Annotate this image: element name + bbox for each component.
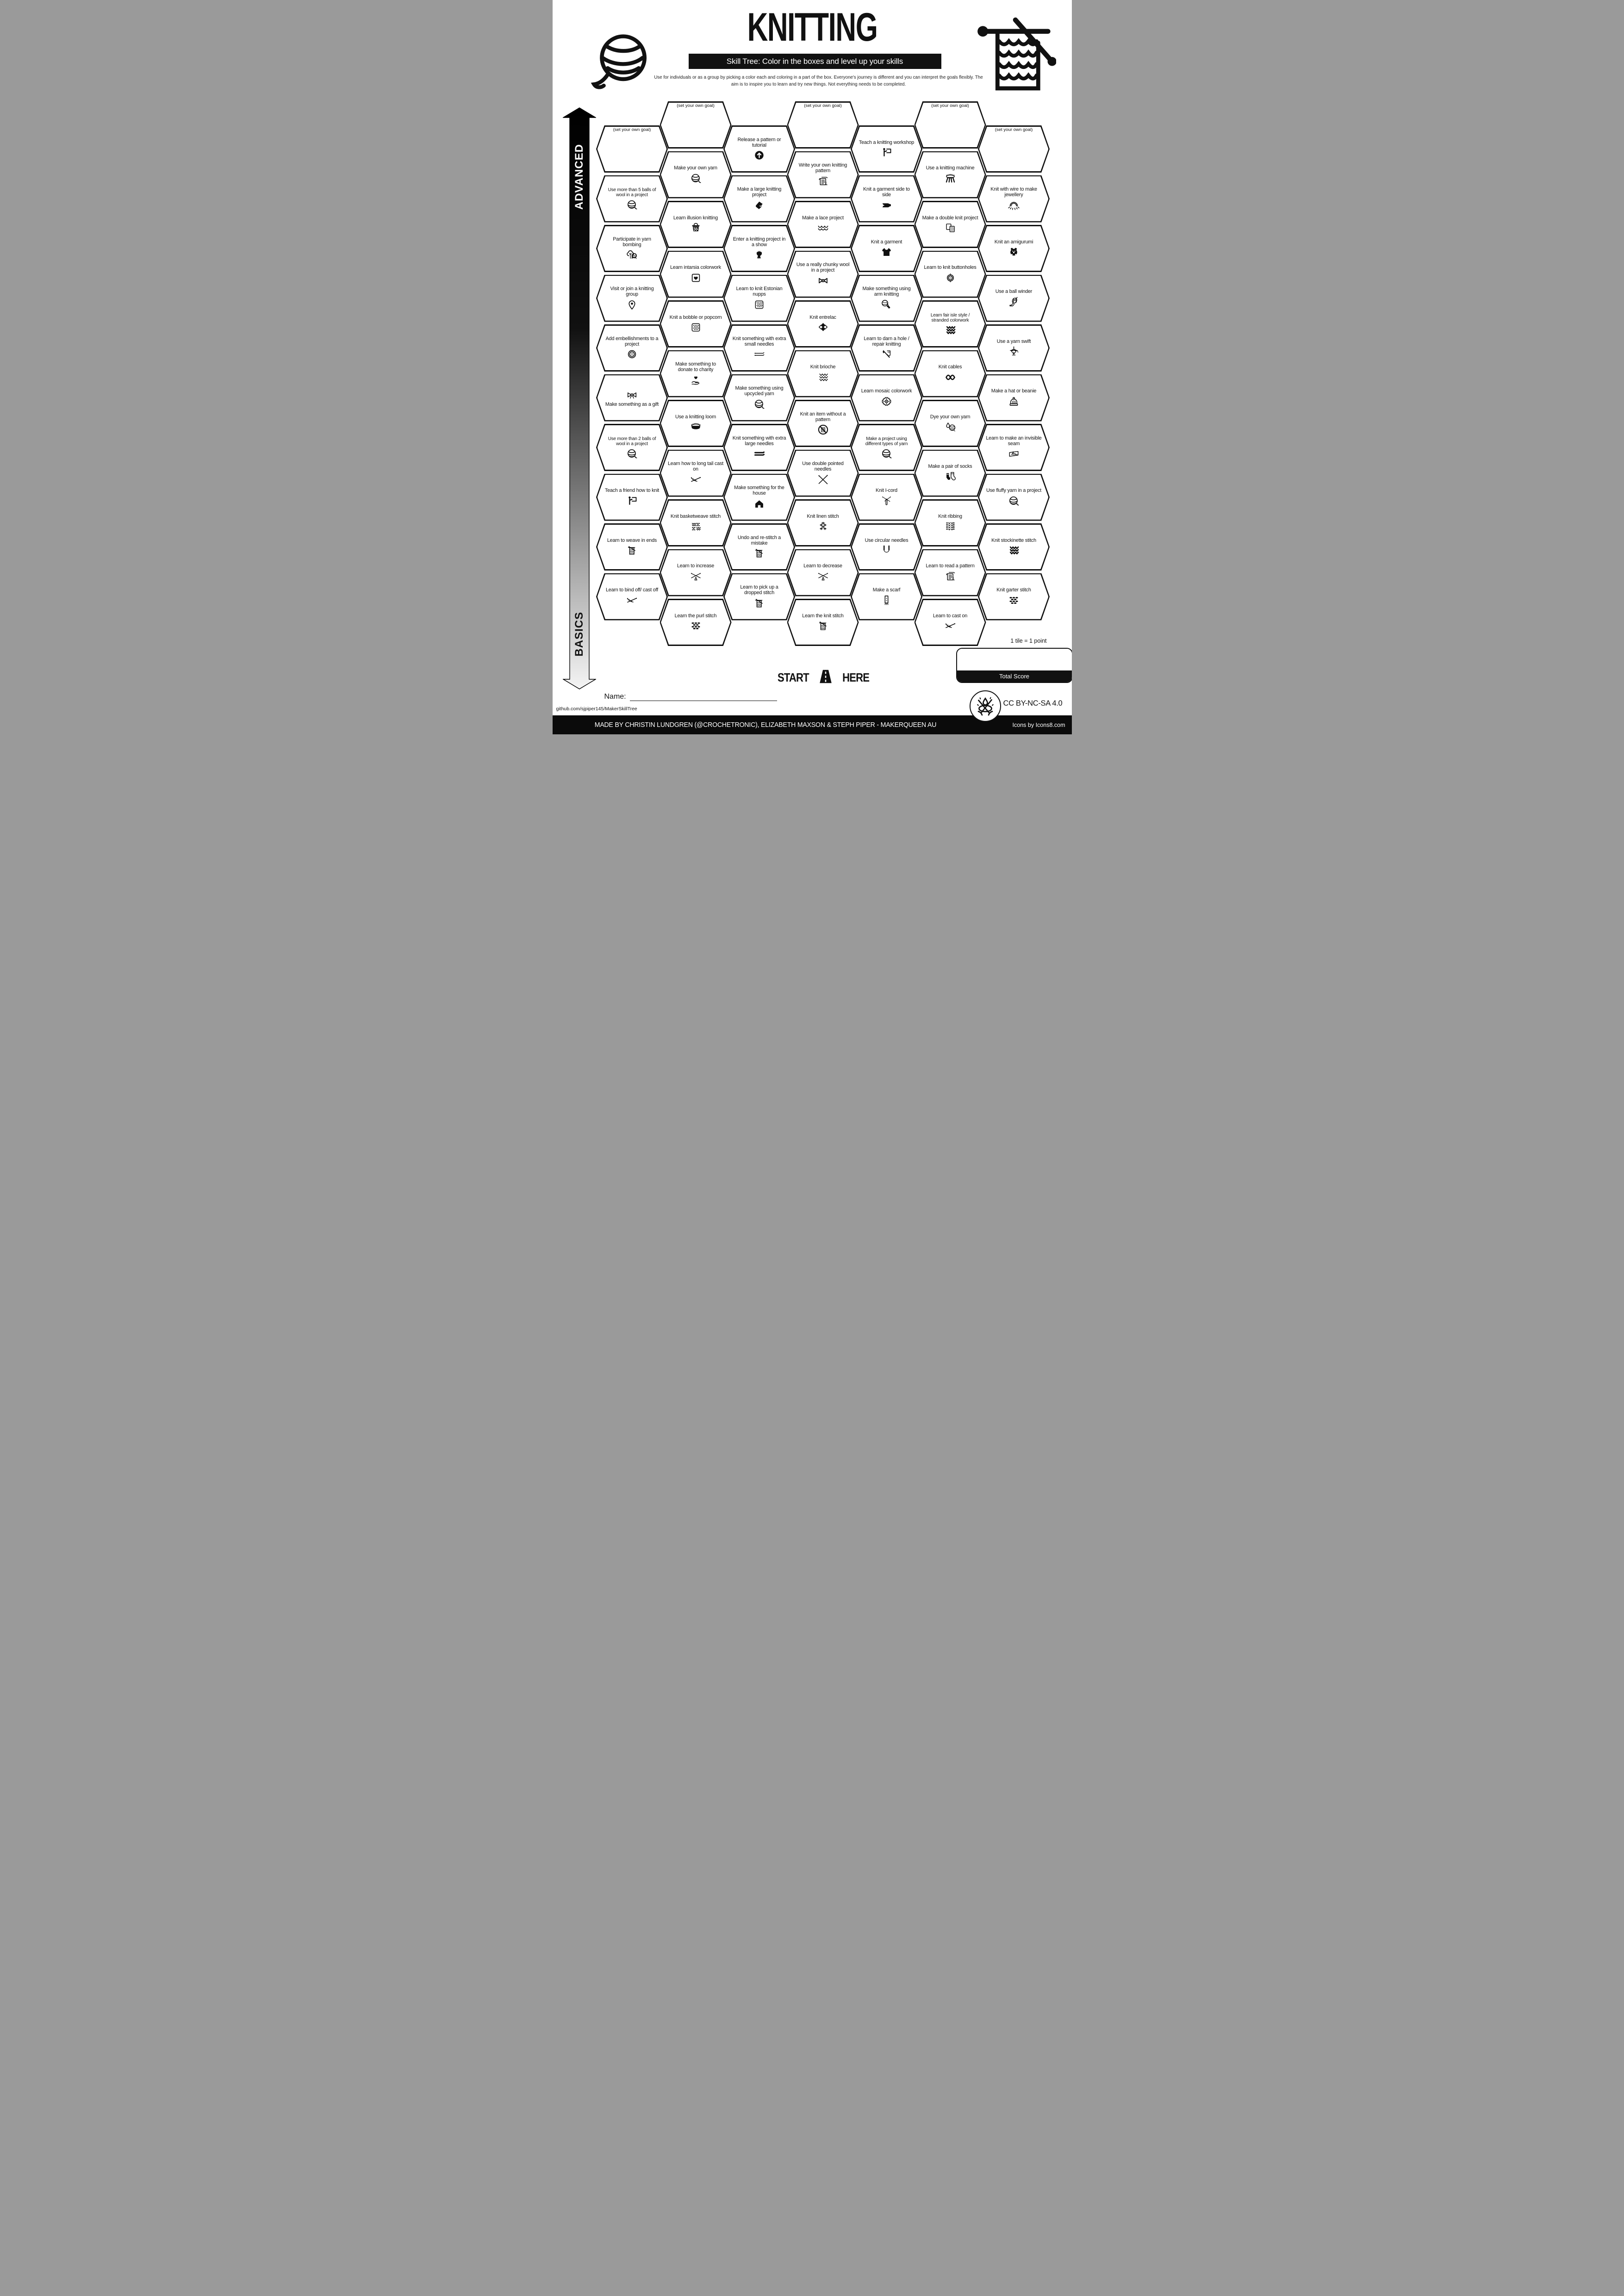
hex-fill-area[interactable] [788,103,858,148]
hex-tile[interactable] [660,599,732,646]
hex-label: Use a knitting loom [675,414,716,420]
hex-label: Make a project using different types of yarn [865,436,908,447]
hex-tile[interactable] [915,599,986,646]
basketweave-swatch-icon [690,520,702,533]
no-pattern-icon [817,423,829,436]
hex-label: Use a ball winder [995,289,1033,295]
hex-tile[interactable] [978,374,1050,422]
hex-label: Make something as a gift [605,402,659,408]
entrelac-diamonds-icon [817,321,829,334]
pattern-doc-icon [817,175,829,187]
hex-label: Knit an item without a pattern [800,411,846,422]
start-label: START [777,670,809,684]
fluffy-yarn-icon [1008,495,1020,507]
hex-tile[interactable] [723,474,795,521]
hex-tile[interactable] [660,499,732,546]
hex-label: Teach a knitting workshop [859,139,915,145]
hex-label: Make a large knitting project [737,186,782,198]
hex-tile[interactable] [787,350,859,397]
amigurumi-teddy-icon [1008,246,1020,258]
tile-point-note: 1 tile = 1 point [1010,638,1047,644]
hex-label: Knit a garment side to side [863,186,910,198]
hex-tile[interactable] [596,523,668,571]
workshop-presenter-icon [880,146,893,159]
hex-tile[interactable] [851,175,922,223]
makerqueen-logo [970,690,1001,722]
charity-hand-heart-icon [690,374,702,386]
yarn-ball-icon [753,398,765,410]
socks-icon [944,471,957,483]
made-by-credit: MADE BY CHRISTIN LUNDGREN (@CROCHETRONIC), ELIZABETH MAXSON & STEPH PIPER - MAKERQUEEN AU [594,721,936,729]
hex-tile[interactable] [660,151,732,199]
hex-label: Learn how to long tail cast on [667,461,724,472]
skill-hex-grid [553,0,1072,734]
yarn-ball-icon [626,447,638,460]
hex-tile[interactable] [787,599,859,646]
goal-label: (set your own goal) [995,127,1033,132]
invisible-seam-icon [1008,447,1020,460]
yarn-swift-icon [1008,345,1020,358]
hex-label: Knit ribbing [938,513,962,519]
hex-label: Make something for the house [734,485,784,496]
hex-tile[interactable] [723,424,795,471]
hex-tile[interactable] [851,474,922,521]
hex-tile[interactable] [596,474,668,521]
hex-label: Knit an amigurumi [994,239,1033,245]
small-needles-icon [753,348,765,360]
hex-tile[interactable] [723,374,795,422]
hex-tile[interactable] [915,151,986,199]
illusion-basket-icon [690,222,702,234]
yarn-ball-icon [626,199,638,211]
stockinette-swatch-icon [1008,544,1020,557]
house-icon [753,497,765,510]
hex-tile[interactable] [596,324,668,372]
hex-label: Visit or join a knitting group [610,286,654,297]
bind-off-icon [626,594,638,607]
hex-label: Participate in yarn bombing [613,236,651,248]
large-needles-icon [753,447,765,460]
hex-label: Knit cables [938,364,962,370]
hex-label: Teach a friend how to knit [604,488,660,494]
hex-fill-area[interactable] [915,103,985,148]
cast-on-icon [944,620,957,632]
hex-label: Learn to make an invisible seam [986,435,1042,447]
double-knit-icon [944,222,957,234]
long-tail-cast-on-icon [690,473,702,486]
hex-label: Make something to donate to charity [675,361,716,372]
hex-tile[interactable] [660,350,732,397]
hex-label: Make something using arm knitting [862,286,911,297]
bobble-dots-icon [690,321,702,334]
garter-swatch-icon [1008,594,1020,607]
hex-label: Knit something with extra large needles [732,435,786,447]
presenter-icon [626,495,638,507]
knitting-loom-icon [690,421,702,433]
hex-label: Learn illusion knitting [673,215,718,221]
hex-tile-goal[interactable] [596,125,668,173]
hex-tile-goal[interactable] [787,101,859,149]
hex-tile[interactable] [978,275,1050,322]
fabric-icon [753,199,765,211]
location-pin-icon [626,298,638,311]
page-title: KNITTING [747,5,877,50]
hex-tile[interactable] [596,424,668,471]
intarsia-heart-icon [690,272,702,284]
hex-tile[interactable] [660,251,732,298]
hex-label: Learn to cast on [933,613,968,619]
hex-tile[interactable] [978,175,1050,223]
hex-tile[interactable] [851,424,922,471]
hex-fill-area[interactable] [661,103,730,148]
hex-tile[interactable] [596,225,668,272]
hex-tile[interactable] [596,374,668,422]
hex-label: Learn to pick up a dropped stitch [740,584,778,596]
hex-tile[interactable] [660,400,732,447]
ribbing-swatch-icon [944,520,957,533]
hex-label: Learn the knit stitch [802,613,844,619]
buttonhole-icon [944,272,957,284]
hex-tile[interactable] [915,549,986,596]
mixed-yarn-icon [880,447,893,460]
hex-label: Knit basketweave stitch [670,513,721,519]
arm-knitting-icon [880,298,893,311]
hex-tile[interactable] [723,175,795,223]
goal-label: (set your own goal) [613,127,651,132]
gift-bow-icon [626,389,638,401]
hex-tile[interactable] [723,324,795,372]
here-label: HERE [842,670,870,684]
hex-label: Learn to knit Estonian nupps [736,286,783,297]
side-shirt-icon [880,199,893,211]
hex-tile[interactable] [596,275,668,322]
hex-tile[interactable] [787,151,859,199]
hex-label: Learn to increase [677,563,715,569]
hex-label: Knit brioche [810,364,836,370]
name-label: Name: [604,693,626,701]
dpn-cross-icon [817,473,829,486]
hex-tile[interactable] [660,201,732,248]
hex-label: Use double pointed needles [802,461,844,472]
hex-tile[interactable] [596,573,668,621]
hex-label: Knit a bobble or popcorn [669,314,722,320]
hex-label: Make a pair of socks [928,464,972,470]
increase-needles-icon [690,570,702,583]
hex-label: Add embellishments to a project [605,335,659,347]
hex-tile[interactable] [660,300,732,348]
hex-tile[interactable] [915,300,986,348]
purl-swatch-icon [690,620,702,632]
total-score-label: Total Score [957,670,1072,682]
hex-tile[interactable] [915,201,986,248]
hex-label: Make a lace project [802,215,844,221]
hex-label: Release a pattern or tutorial [737,137,781,148]
hex-tile-goal[interactable] [660,101,732,149]
name-input-line[interactable] [630,692,777,701]
hex-label: Make something using upcycled yarn [735,385,784,397]
hex-label: Use a really chunky wool in a project [796,262,850,273]
hex-label: Dye your own yarn [930,414,971,420]
lace-waves-icon [817,222,829,234]
knit-stitch-swatch-icon [817,620,829,632]
hex-label: Make a double knit project [922,215,978,221]
license-label: CC BY-NC-SA 4.0 [1003,699,1063,707]
hex-tile[interactable] [978,324,1050,372]
upload-circle-icon [753,149,765,161]
poster-page [553,0,1072,734]
linen-swatch-icon [817,520,829,533]
hex-label: Knit stockinette stitch [991,537,1036,543]
weave-in-ends-icon [626,544,638,557]
hex-tile[interactable] [851,275,922,322]
hex-label: Use circular needles [865,537,908,543]
hex-tile[interactable] [723,125,795,173]
hex-label: Make your own yarn [674,165,717,171]
button-icon [626,348,638,360]
chunky-wool-icon [817,274,829,287]
goal-label: (set your own goal) [804,103,842,108]
total-score-box[interactable] [956,648,1072,683]
cables-icon [944,371,957,384]
hex-tile[interactable] [915,251,986,298]
hex-tile[interactable] [787,201,859,248]
scarf-icon [880,594,893,607]
dropped-stitch-icon [753,597,765,609]
hex-label: Use fluffy yarn in a project [986,488,1042,494]
hex-tile[interactable] [915,400,986,447]
hex-tile[interactable] [851,324,922,372]
hex-label: Knit with wire to make jewellery [990,186,1037,198]
icons8-credit: Icons by Icons8.com [1012,721,1065,728]
hex-tile[interactable] [660,549,732,596]
nupps-dots-icon [753,298,765,311]
hex-tile[interactable] [978,573,1050,621]
hex-tile[interactable] [915,499,986,546]
hex-label: Undo and re-stitch a mistake [737,534,781,546]
score-entry-area[interactable] [957,649,1072,670]
hex-tile[interactable] [723,275,795,322]
github-url: github.com/sjpiper145/MakerSkillTree [556,706,637,712]
brioche-swatch-icon [817,371,829,384]
hex-tile[interactable] [915,450,986,497]
hex-label: Learn mosaic colorwork [861,388,912,394]
hex-tile-goal[interactable] [915,101,986,149]
hex-tile-goal[interactable] [978,125,1050,173]
ball-winder-icon [1008,296,1020,308]
hex-label: Knit entrelac [809,314,836,320]
icord-icon [880,495,893,507]
basics-axis-label: BASICS [572,612,585,657]
hex-tile[interactable] [787,400,859,447]
hex-label: Use more than 5 balls of wool in a project [608,187,656,198]
hex-tile[interactable] [660,450,732,497]
hex-label: Learn to read a pattern [926,563,975,569]
hex-label: Use more than 2 balls of wool in a project [608,436,656,447]
hex-tile[interactable] [787,549,859,596]
hex-label: Use a yarn swift [996,338,1031,344]
hex-label: Learn to darn a hole / repair knitting [864,335,909,347]
hex-tile[interactable] [723,225,795,272]
hex-tile[interactable] [596,175,668,223]
tree-yarn-icon [626,248,638,261]
hex-label: Make a hat or beanie [991,388,1037,394]
circular-needles-icon [880,544,893,557]
hex-label: Knit something with extra small needles [732,335,786,347]
hex-tile[interactable] [787,300,859,348]
hex-label: Use a knitting machine [926,165,975,171]
hex-tile[interactable] [851,125,922,173]
beanie-icon [1008,395,1020,408]
hex-tile[interactable] [787,251,859,298]
spindle-yarn-icon [690,172,702,185]
hex-tile[interactable] [978,523,1050,571]
wire-jewellery-icon [1008,199,1020,211]
hex-label: Enter a knitting project in a show [733,236,786,248]
dye-yarn-icon [944,421,957,433]
hex-label: Learn to weave in ends [607,537,657,543]
poster-description: Use for individuals or as a group by picking a color each and coloring in a part of the box. Everyone's journey is different and you can interpret the goals flexibly. The aim is to inspire you to learn and try new things. Not everything needs to be completed. [654,75,983,87]
decrease-needles-icon [817,570,829,583]
hex-label: Knit I-cord [875,488,897,494]
hex-tile[interactable] [787,450,859,497]
advanced-axis-label: ADVANCED [572,144,585,210]
fair-isle-swatch-icon [944,324,957,336]
hex-label: Make a scarf [872,587,901,593]
restitch-icon [753,547,765,559]
tshirt-icon [880,246,893,258]
award-rosette-icon [753,248,765,261]
hex-label: Learn to decrease [803,563,842,569]
goal-label: (set your own goal) [677,103,715,108]
hex-label: Knit linen stitch [807,513,839,519]
hex-label: Knit garter stitch [996,587,1031,593]
hex-fill-area[interactable] [597,127,667,172]
hex-tile[interactable] [978,474,1050,521]
start-here-marker [747,664,900,690]
road-icon [817,666,834,689]
hex-tile[interactable] [723,573,795,621]
hex-fill-area[interactable] [979,127,1049,172]
hex-tile[interactable] [978,225,1050,272]
hex-tile[interactable] [851,225,922,272]
hex-label: Learn to bind off/ cast off [605,587,659,593]
read-pattern-icon [944,570,957,583]
hex-tile[interactable] [851,573,922,621]
subtitle-text: Skill Tree: Color in the boxes and level up your skills [726,56,903,66]
hex-tile[interactable] [787,499,859,546]
knitting-machine-icon [944,172,957,185]
hex-label: Knit a garment [871,239,902,245]
hex-label: Learn fair isle style / stranded colorwork [930,312,970,323]
hex-label: Learn intarsia colorwork [670,265,721,271]
hex-tile[interactable] [851,374,922,422]
hex-label: Write your own knitting pattern [798,162,847,174]
hex-label: Learn the purl stitch [674,613,717,619]
name-row [604,692,777,701]
hex-tile[interactable] [851,523,922,571]
goal-label: (set your own goal) [931,103,969,108]
hex-tile[interactable] [978,424,1050,471]
hex-label: Learn to knit buttonholes [924,265,977,271]
darning-icon [880,348,893,360]
hex-tile[interactable] [723,523,795,571]
hex-tile[interactable] [915,350,986,397]
mosaic-icon [880,395,893,408]
